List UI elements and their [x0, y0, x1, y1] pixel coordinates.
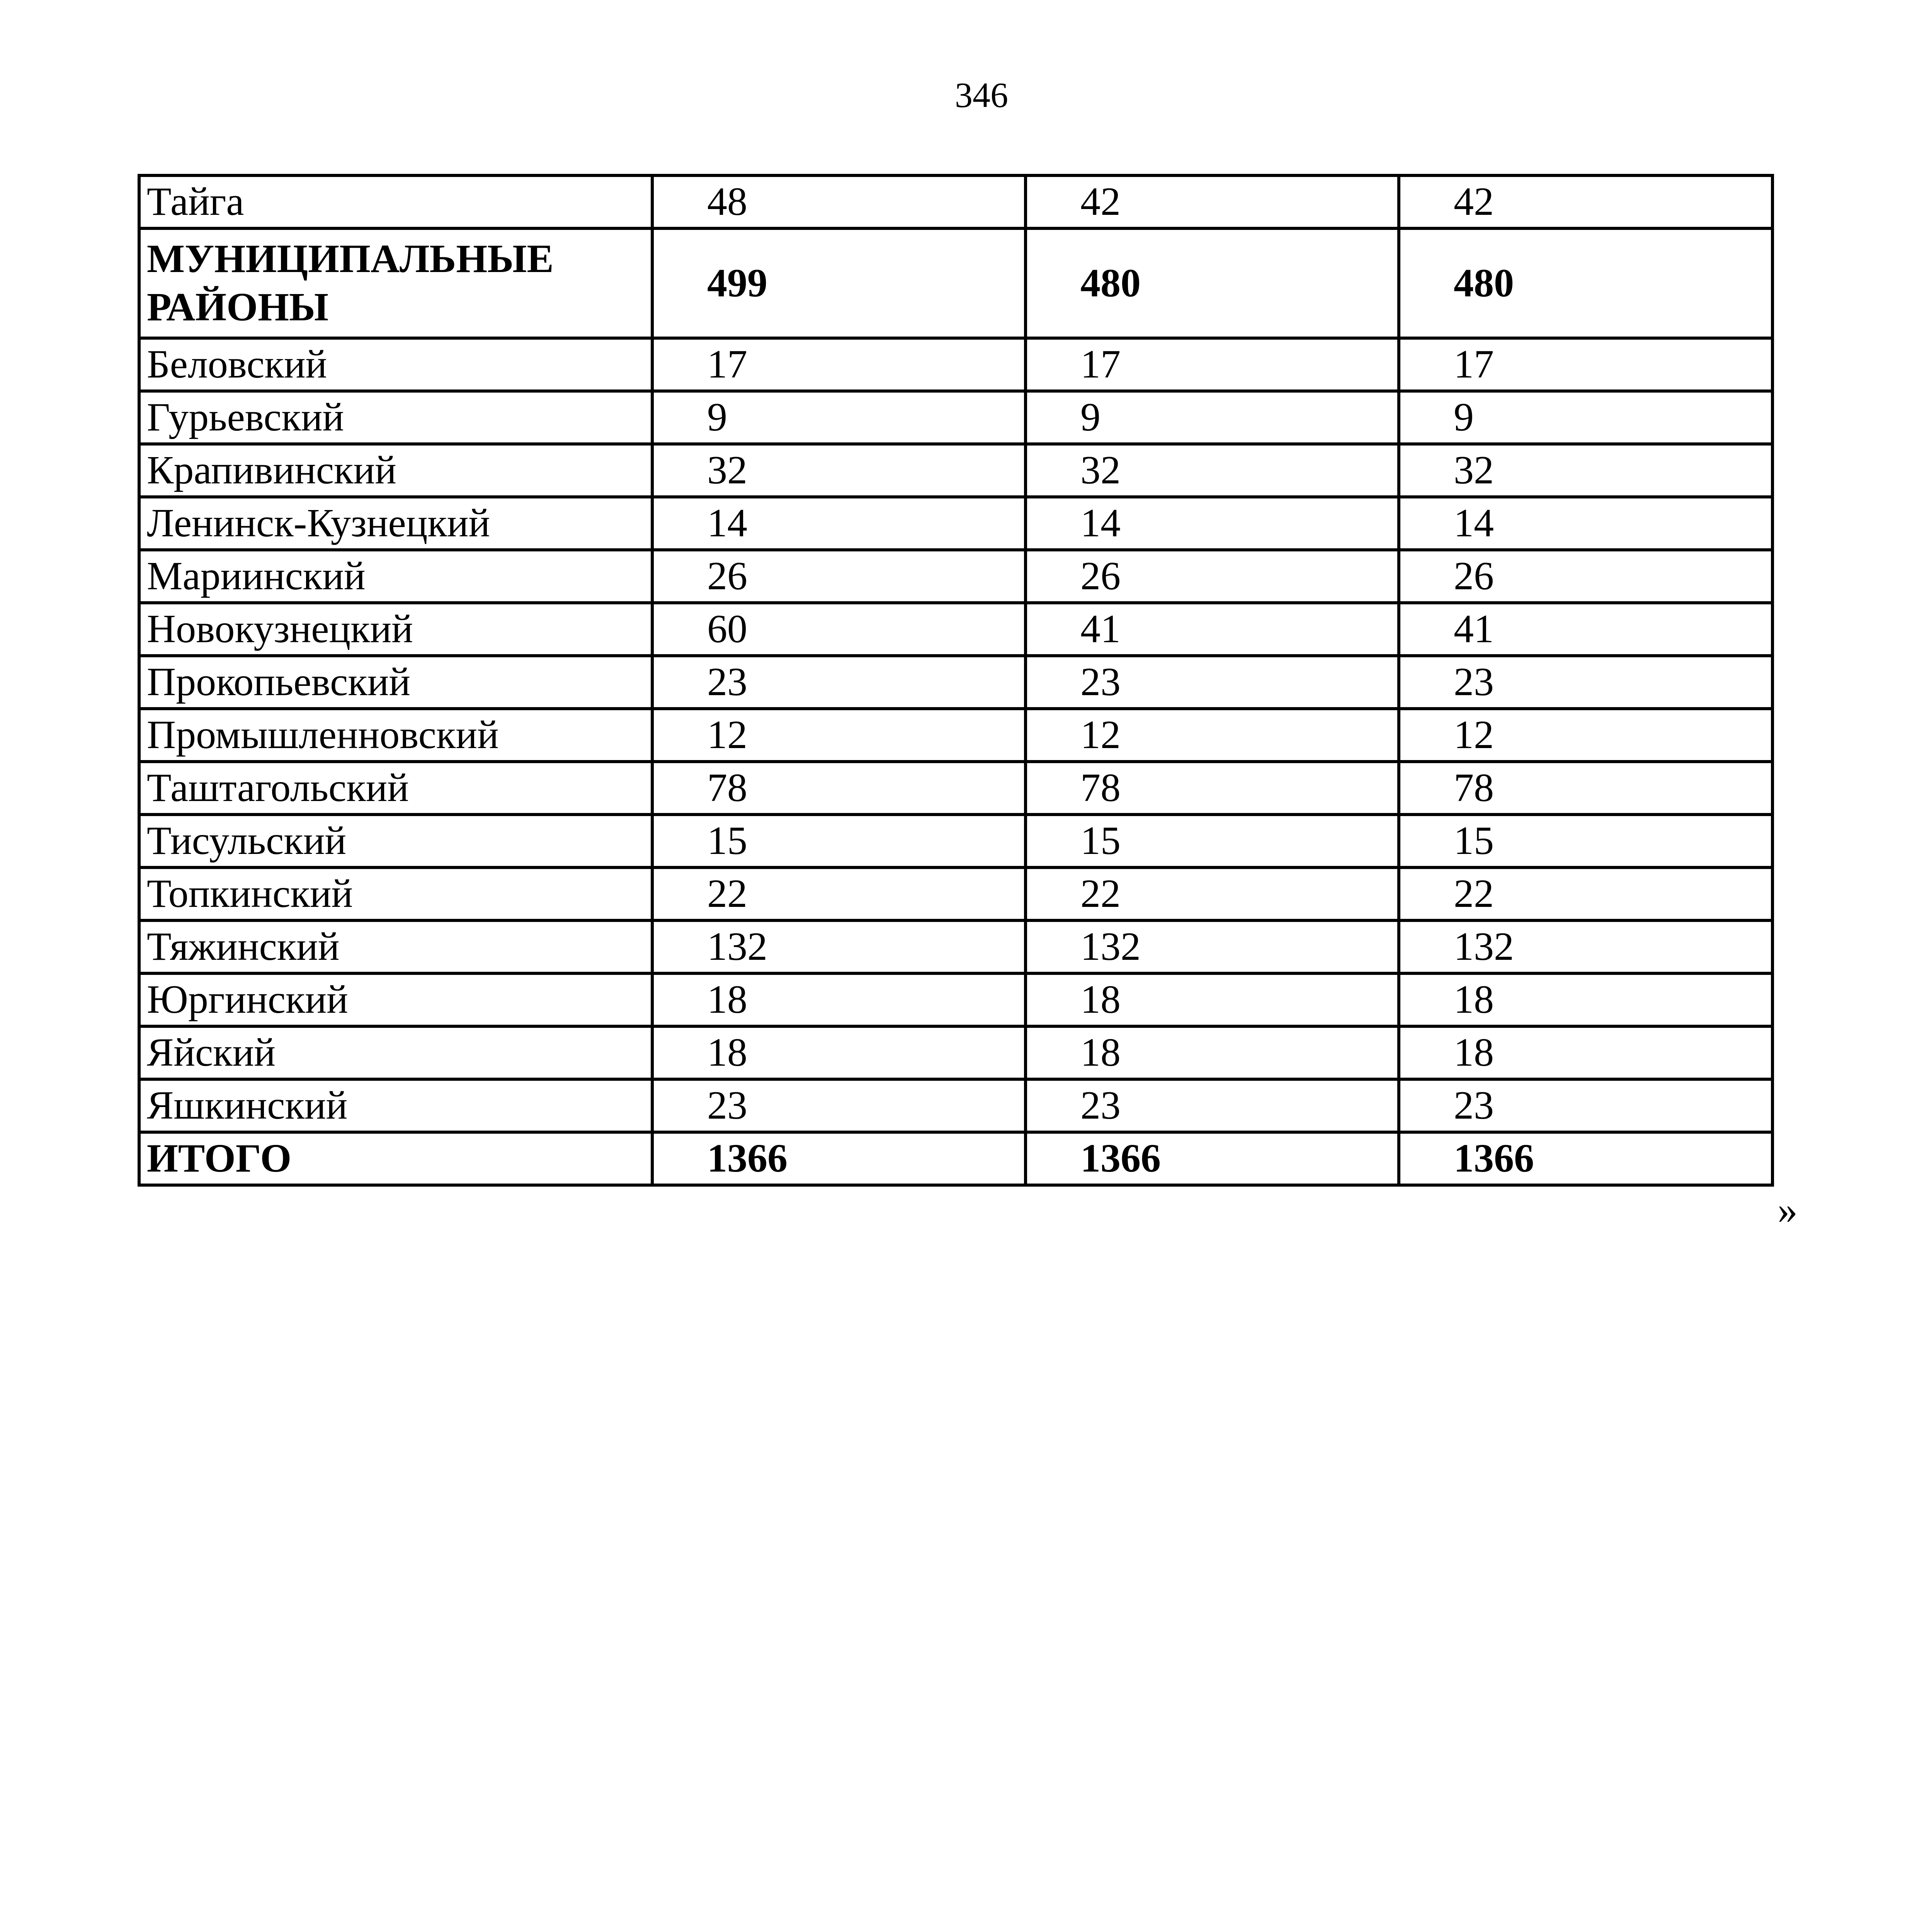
value-cell-col-2: 14 — [1026, 497, 1399, 550]
value-cell-col-2: 78 — [1026, 762, 1399, 815]
value-cell-col-3: 14 — [1399, 497, 1772, 550]
table-row — [139, 709, 1772, 762]
value-cell-col-1: 18 — [652, 1026, 1026, 1079]
row-name-cell: Мариинский — [139, 550, 652, 603]
row-name-cell: Промышленновский — [139, 709, 652, 762]
table-row — [139, 920, 1772, 973]
table-row — [139, 338, 1772, 391]
data-table — [138, 174, 1774, 1187]
row-name-cell: Таштагольский — [139, 762, 652, 815]
row-name-cell: Топкинский — [139, 867, 652, 920]
table-row — [139, 497, 1772, 550]
value-cell-col-3: 132 — [1399, 920, 1772, 973]
table-body — [139, 175, 1772, 1185]
value-cell-col-3: 12 — [1399, 709, 1772, 762]
row-name-cell: Новокузнецкий — [139, 603, 652, 656]
row-name-cell: Тисульский — [139, 815, 652, 867]
value-cell-col-3: 26 — [1399, 550, 1772, 603]
value-cell-col-2: 15 — [1026, 815, 1399, 867]
table-row — [139, 656, 1772, 709]
value-cell-col-2: 26 — [1026, 550, 1399, 603]
value-cell-col-1: 17 — [652, 338, 1026, 391]
value-cell-col-1: 15 — [652, 815, 1026, 867]
value-cell-col-2: 1366 — [1026, 1132, 1399, 1185]
value-cell-col-2: 23 — [1026, 1079, 1399, 1132]
row-name-cell: Юргинский — [139, 973, 652, 1026]
row-name-cell: Тяжинский — [139, 920, 652, 973]
table-row — [139, 973, 1772, 1026]
value-cell-col-3: 1366 — [1399, 1132, 1772, 1185]
table-row — [139, 1079, 1772, 1132]
table-row — [139, 815, 1772, 867]
row-name-cell: ИТОГО — [139, 1132, 652, 1185]
table-row — [139, 444, 1772, 497]
row-name-cell: Тайга — [139, 175, 652, 228]
value-cell-col-1: 23 — [652, 1079, 1026, 1132]
value-cell-col-3: 41 — [1399, 603, 1772, 656]
value-cell-col-1: 9 — [652, 391, 1026, 444]
row-name-cell: Яшкинский — [139, 1079, 652, 1132]
value-cell-col-1: 1366 — [652, 1132, 1026, 1185]
value-cell-col-1: 78 — [652, 762, 1026, 815]
table-row — [139, 391, 1772, 444]
value-cell-col-1: 499 — [652, 228, 1026, 338]
value-cell-col-2: 12 — [1026, 709, 1399, 762]
table-row — [139, 603, 1772, 656]
value-cell-col-3: 23 — [1399, 1079, 1772, 1132]
row-name-cell: Яйский — [139, 1026, 652, 1079]
value-cell-col-2: 23 — [1026, 656, 1399, 709]
closing-quote: » — [1778, 1188, 1798, 1232]
value-cell-col-1: 132 — [652, 920, 1026, 973]
value-cell-col-3: 23 — [1399, 656, 1772, 709]
value-cell-col-2: 132 — [1026, 920, 1399, 973]
table-row — [139, 762, 1772, 815]
value-cell-col-1: 14 — [652, 497, 1026, 550]
value-cell-col-2: 42 — [1026, 175, 1399, 228]
page-number: 346 — [955, 75, 1008, 115]
value-cell-col-3: 22 — [1399, 867, 1772, 920]
table-row — [139, 1026, 1772, 1079]
row-name-cell: Ленинск-Кузнецкий — [139, 497, 652, 550]
value-cell-col-2: 9 — [1026, 391, 1399, 444]
total-row — [139, 1132, 1772, 1185]
value-cell-col-3: 17 — [1399, 338, 1772, 391]
value-cell-col-1: 22 — [652, 867, 1026, 920]
value-cell-col-2: 480 — [1026, 228, 1399, 338]
value-cell-col-2: 18 — [1026, 1026, 1399, 1079]
value-cell-col-2: 18 — [1026, 973, 1399, 1026]
row-name-cell: Прокопьевский — [139, 656, 652, 709]
value-cell-col-3: 78 — [1399, 762, 1772, 815]
value-cell-col-3: 18 — [1399, 973, 1772, 1026]
value-cell-col-3: 32 — [1399, 444, 1772, 497]
table-row — [139, 867, 1772, 920]
table-row — [139, 550, 1772, 603]
value-cell-col-1: 48 — [652, 175, 1026, 228]
row-name-cell: Гурьевский — [139, 391, 652, 444]
value-cell-col-2: 17 — [1026, 338, 1399, 391]
value-cell-col-3: 42 — [1399, 175, 1772, 228]
value-cell-col-1: 60 — [652, 603, 1026, 656]
value-cell-col-3: 15 — [1399, 815, 1772, 867]
value-cell-col-2: 41 — [1026, 603, 1399, 656]
row-name-cell: Беловский — [139, 338, 652, 391]
value-cell-col-3: 9 — [1399, 391, 1772, 444]
row-name-cell: Крапивинский — [139, 444, 652, 497]
value-cell-col-3: 18 — [1399, 1026, 1772, 1079]
value-cell-col-1: 26 — [652, 550, 1026, 603]
value-cell-col-1: 18 — [652, 973, 1026, 1026]
value-cell-col-1: 32 — [652, 444, 1026, 497]
table-row — [139, 175, 1772, 228]
group-row — [139, 228, 1772, 338]
value-cell-col-1: 23 — [652, 656, 1026, 709]
value-cell-col-2: 32 — [1026, 444, 1399, 497]
row-name-cell: МУНИЦИПАЛЬНЫЕ РАЙОНЫ — [139, 228, 652, 338]
value-cell-col-3: 480 — [1399, 228, 1772, 338]
value-cell-col-2: 22 — [1026, 867, 1399, 920]
value-cell-col-1: 12 — [652, 709, 1026, 762]
